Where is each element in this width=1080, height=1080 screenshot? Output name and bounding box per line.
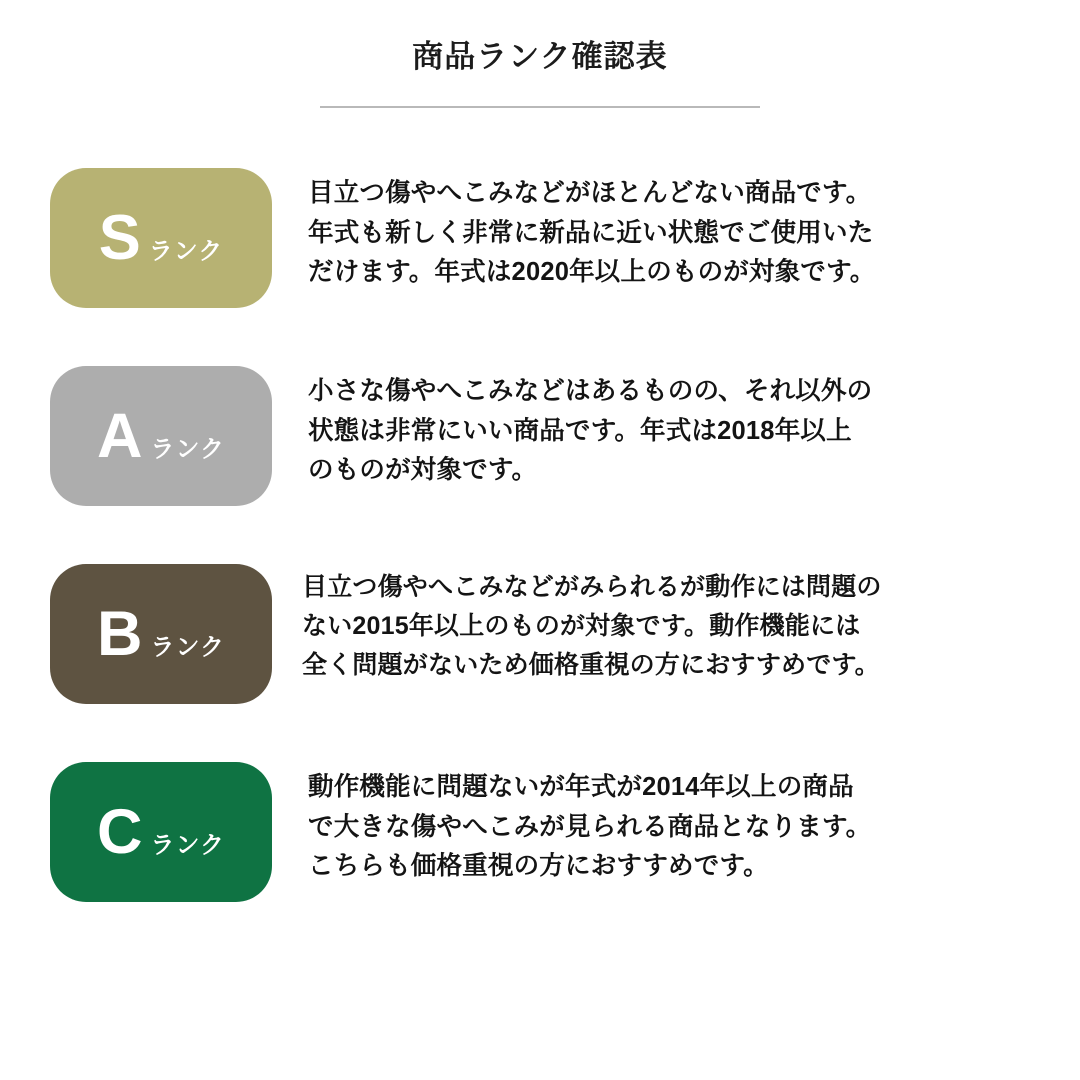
rank-description-line: 動作機能に問題ないが年式が2014年以上の商品 xyxy=(308,773,854,802)
title-divider xyxy=(320,106,760,108)
rank-badge-s xyxy=(50,168,272,308)
rank-description-line: 年式も新しく非常に新品に近い状態でご使用いた xyxy=(308,218,874,247)
rank-badge-a xyxy=(50,366,272,506)
rank-description-line: ない2015年以上のものが対象です。動作機能には xyxy=(302,611,861,640)
rank-list xyxy=(0,168,1080,902)
rank-description-line: 小さな傷やへこみなどはあるものの、それ以外の xyxy=(308,377,873,406)
rank-badge-suffix: ランク xyxy=(148,237,224,265)
rank-row-a xyxy=(50,366,1040,506)
rank-description-line: のものが対象です。 xyxy=(308,456,538,485)
rank-badge-letter: C xyxy=(96,796,143,867)
rank-description-line: で大きな傷やへこみが見られる商品となります。 xyxy=(308,812,872,841)
rank-row-c xyxy=(50,762,1040,902)
rank-description-line: 目立つ傷やへこみなどがほとんどない商品です。 xyxy=(308,179,872,208)
rank-badge-letter: B xyxy=(96,598,143,669)
rank-row-s xyxy=(50,168,1040,308)
rank-badge-letter: S xyxy=(98,202,141,273)
rank-description-line: こちらも価格重視の方におすすめです。 xyxy=(308,852,769,881)
rank-description-a xyxy=(272,366,1040,491)
rank-badge-suffix: ランク xyxy=(150,633,226,661)
rank-badge-inner xyxy=(96,796,226,867)
rank-description-line: 状態は非常にいい商品です。年式は2018年以上 xyxy=(308,416,852,445)
rank-badge-inner xyxy=(96,598,226,669)
page-header xyxy=(0,0,1080,108)
rank-badge-letter: A xyxy=(96,400,143,471)
rank-badge-c xyxy=(50,762,272,902)
page-title: 商品ランク確認表 xyxy=(412,39,668,74)
rank-description-s xyxy=(272,168,1040,293)
rank-badge-inner xyxy=(98,202,224,273)
rank-badge-b xyxy=(50,564,272,704)
rank-description-c xyxy=(272,762,1040,887)
rank-description-line: 全く問題がないため価格重視の方におすすめです。 xyxy=(302,650,880,679)
rank-badge-inner xyxy=(96,400,226,471)
rank-row-b xyxy=(50,564,1040,704)
rank-description-line: 目立つ傷やへこみなどがみられるが動作には問題の xyxy=(302,573,882,602)
rank-description-line: だけます。年式は2020年以上のものが対象です。 xyxy=(308,258,876,287)
rank-badge-suffix: ランク xyxy=(150,435,226,463)
rank-description-b xyxy=(272,564,1040,684)
rank-badge-suffix: ランク xyxy=(150,831,226,859)
